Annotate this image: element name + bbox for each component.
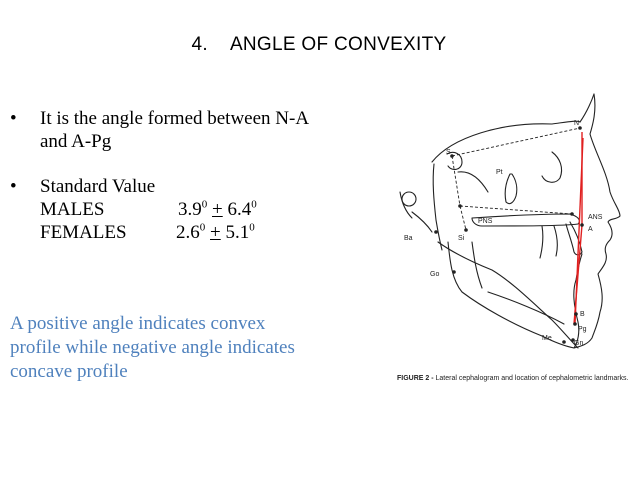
bullet-dot-icon: • — [10, 176, 17, 197]
landmark-Me: Me — [542, 335, 552, 342]
bullet-text-cont: and A-Pg — [40, 131, 112, 152]
females-value-row — [10, 221, 309, 244]
ear-rod-icon — [402, 192, 416, 206]
slide-title — [0, 34, 638, 56]
landmark-N: N — [574, 120, 580, 127]
mandible-outline — [448, 242, 582, 348]
bullet-item — [10, 107, 309, 130]
males-label: MALES — [40, 199, 105, 220]
females-label: FEMALES — [40, 222, 127, 243]
bullet-dot-icon: • — [10, 108, 17, 129]
bullet-list — [10, 107, 309, 244]
note-text: A positive angle indicates convex profile while negative angle indicates concave profile — [10, 313, 295, 382]
males-value-row — [10, 198, 309, 221]
landmark-PNS: PNS — [478, 218, 493, 225]
landmark-Si: Si — [458, 235, 465, 242]
landmark-Go: Go — [430, 271, 440, 278]
bullet-text: Standard Value — [40, 176, 156, 197]
cephalogram-figure — [392, 92, 638, 402]
landmark-Ba: Ba — [404, 235, 413, 242]
figure-caption: FIGURE 2 - Lateral cephalogram and location of cephalometric landmarks. — [397, 375, 629, 382]
landmark-B: B — [580, 311, 585, 318]
landmark-Gn: Gn — [574, 340, 584, 347]
landmark-ANS: ANS — [588, 214, 603, 221]
bullet-text: It is the angle formed between N-A — [40, 108, 310, 129]
landmark-Pg: Pg — [578, 326, 587, 333]
soft-tissue-profile — [574, 94, 620, 348]
landmark-S: S — [446, 149, 451, 156]
landmark-A: A — [588, 226, 593, 233]
males-value: $3.9^0 + 6.4^0$ — [178, 198, 257, 220]
landmark-Pt: Pt — [496, 169, 503, 176]
females-value: $2.6^0 + 5.1^0$ — [176, 221, 255, 243]
slide-number: 4. — [191, 34, 208, 55]
bullet-item — [10, 175, 309, 198]
slide-title-text: ANGLE OF CONVEXITY — [229, 34, 447, 55]
sn-line — [452, 128, 580, 156]
